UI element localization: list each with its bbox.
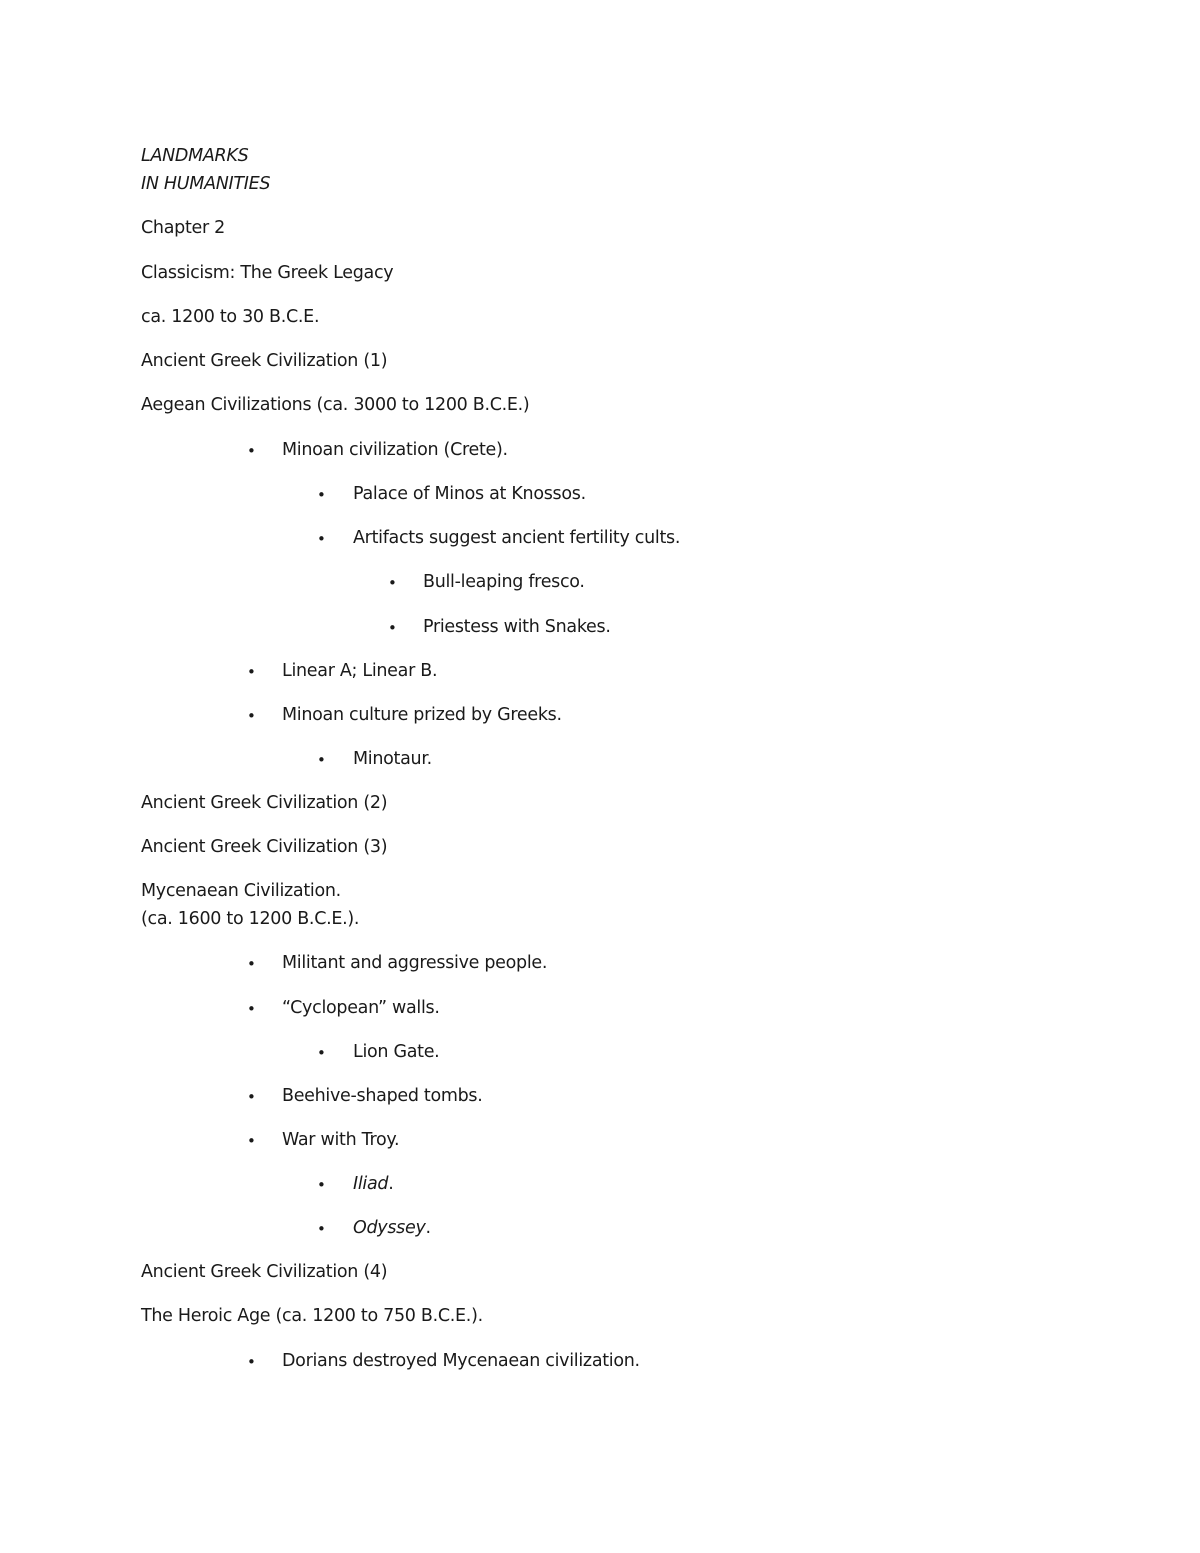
bullet-icon: • [247,442,256,460]
iliad-period: . [388,1174,394,1194]
bullet-icon: • [247,707,256,725]
odyssey-period: . [425,1218,431,1238]
bullet-icon: • [247,955,256,973]
list-item-artifacts: Artifacts suggest ancient fertility cults. [353,528,681,548]
list-item-priestess: Priestess with Snakes. [423,617,611,637]
list-item-linear: Linear A; Linear B. [282,661,438,681]
list-item-iliad [353,1173,393,1195]
list-item-palace: Palace of Minos at Knossos. [353,484,586,504]
bullet-icon: • [247,1353,256,1371]
heroic-heading: The Heroic Age (ca. 1200 to 750 B.C.E.). [141,1306,483,1326]
chapter-title: Classicism: The Greek Legacy [141,263,394,283]
bullet-icon: • [317,751,326,769]
list-item-bull: Bull-leaping fresco. [423,572,585,592]
chapter-number: Chapter 2 [141,218,225,238]
list-item-cyclopean: “Cyclopean” walls. [282,998,440,1018]
mycenaean-heading-line1: Mycenaean Civilization. [141,881,341,901]
list-item-minoan: Minoan civilization (Crete). [282,440,508,460]
bullet-icon: • [317,1220,326,1238]
date-range: ca. 1200 to 30 B.C.E. [141,307,320,327]
bullet-icon: • [317,1176,326,1194]
bullet-icon: • [317,486,326,504]
section-heading-2: Ancient Greek Civilization (2) [141,793,388,813]
odyssey-title: Odyssey [353,1218,426,1238]
list-item-odyssey [353,1217,431,1239]
list-item-war-troy: War with Troy. [282,1130,400,1150]
list-item-lion-gate: Lion Gate. [353,1042,440,1062]
bullet-icon: • [388,619,397,637]
bullet-icon: • [247,663,256,681]
doc-title-line2: IN HUMANITIES [141,174,271,194]
doc-title-line1: LANDMARKS [141,146,249,166]
bullet-icon: • [317,530,326,548]
bullet-icon: • [247,1000,256,1018]
bullet-icon: • [247,1088,256,1106]
list-item-prized: Minoan culture prized by Greeks. [282,705,562,725]
mycenaean-heading-line2: (ca. 1600 to 1200 B.C.E.). [141,909,360,929]
list-item-dorians: Dorians destroyed Mycenaean civilization. [282,1351,640,1371]
section-heading-3: Ancient Greek Civilization (3) [141,837,388,857]
list-item-beehive: Beehive-shaped tombs. [282,1086,483,1106]
bullet-icon: • [247,1132,256,1150]
list-item-militant: Militant and aggressive people. [282,953,548,973]
list-item-minotaur: Minotaur. [353,749,432,769]
iliad-title: Iliad [353,1174,389,1194]
bullet-icon: • [317,1044,326,1062]
bullet-icon: • [388,574,397,592]
section-heading-1: Ancient Greek Civilization (1) [141,351,388,371]
aegean-heading: Aegean Civilizations (ca. 3000 to 1200 B.C.E.) [141,395,530,415]
section-heading-4: Ancient Greek Civilization (4) [141,1262,388,1282]
